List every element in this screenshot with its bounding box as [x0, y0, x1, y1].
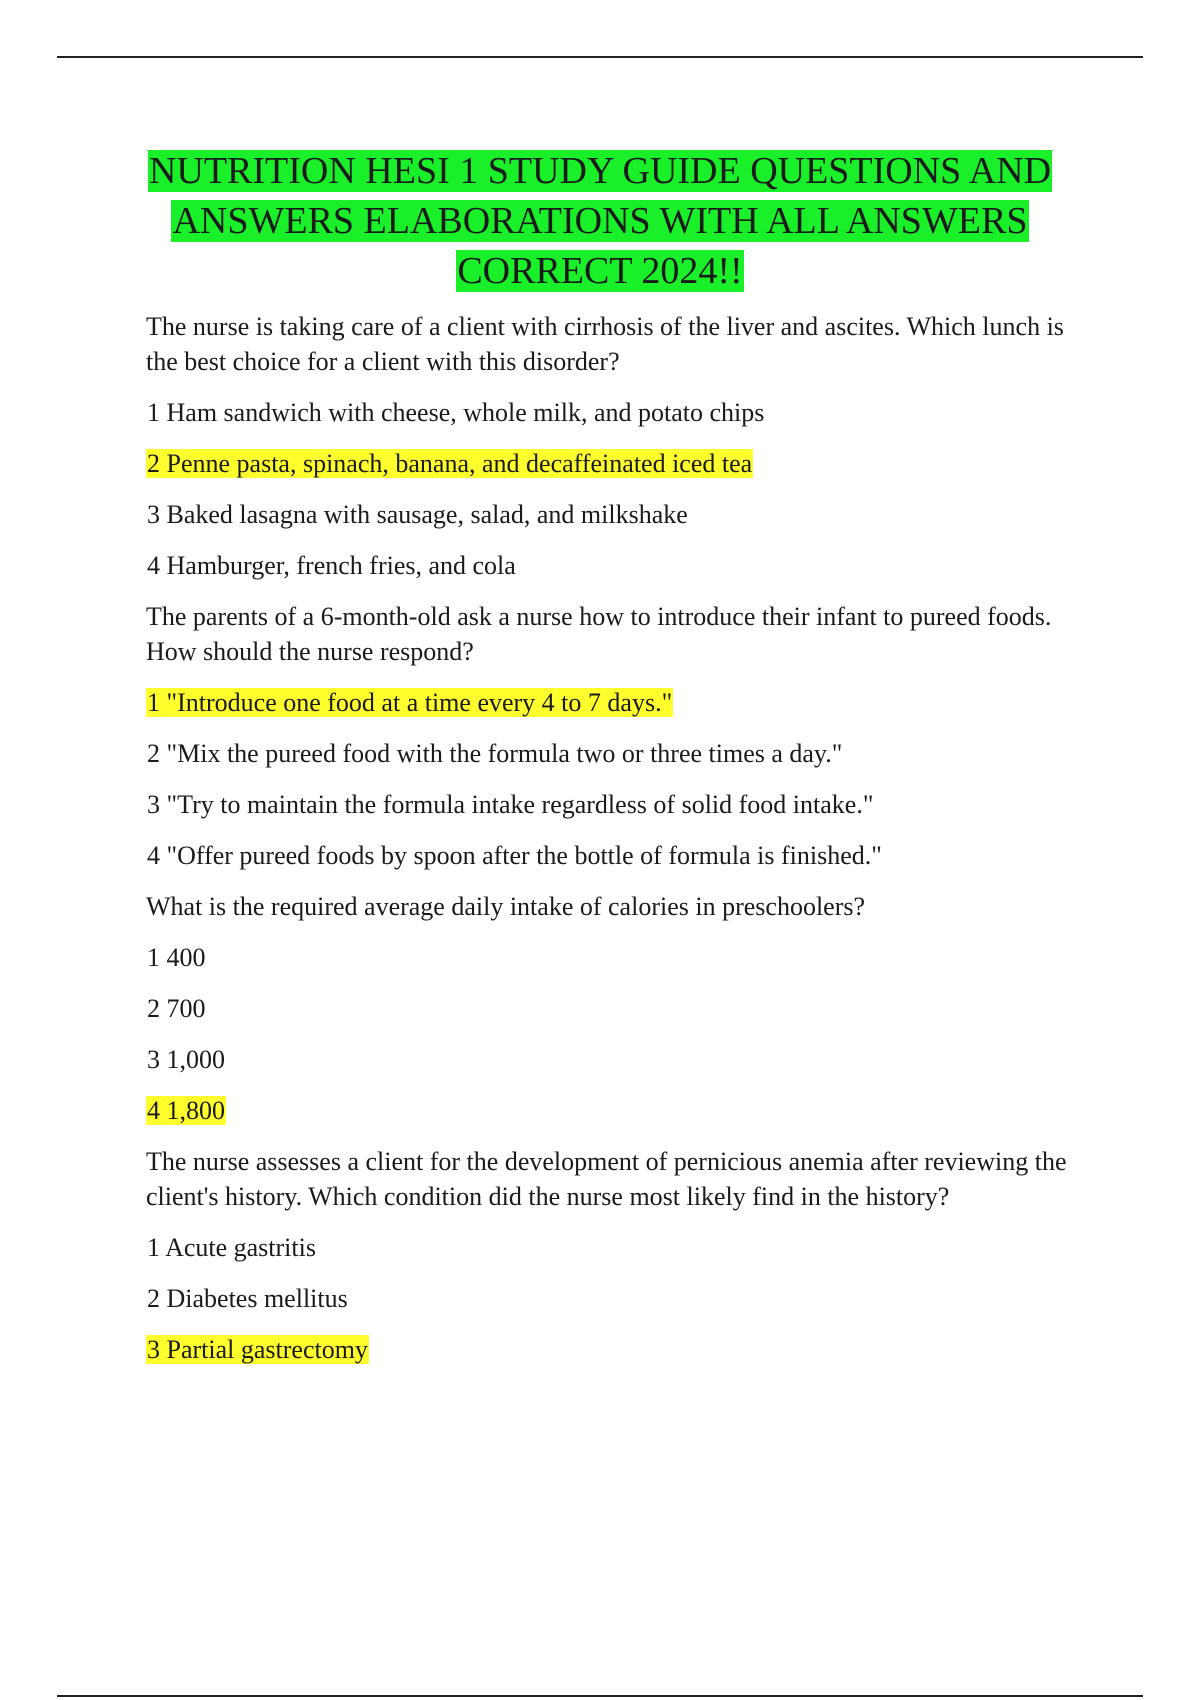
title-text: NUTRITION HESI 1 STUDY GUIDE QUESTIONS AND ANSWERS ELABORATIONS WITH ALL ANSWERS CORRECT 2024!! — [148, 150, 1052, 292]
answer-option — [146, 991, 1096, 1026]
answer-option-text: 3 Baked lasagna with sausage, salad, and milkshake — [147, 500, 688, 529]
answer-option-text: 3 "Try to maintain the formula intake regardless of solid food intake." — [147, 790, 874, 819]
answer-option-text: 4 Hamburger, french fries, and cola — [147, 551, 516, 580]
answer-option-text: 1 400 — [147, 943, 206, 972]
answer-option — [146, 940, 1096, 975]
answer-option-text: 3 1,000 — [147, 1045, 225, 1074]
answer-option-text: 1 "Introduce one food at a time every 4 to 7 days." — [147, 688, 673, 717]
answer-option — [146, 548, 1096, 583]
footer-rule — [57, 1695, 1143, 1697]
answer-option-text: 2 "Mix the pureed food with the formula two or three times a day." — [147, 739, 843, 768]
answer-option-text: 1 Acute gastritis — [147, 1233, 316, 1262]
answer-option — [146, 838, 1096, 873]
question-text: The nurse is taking care of a client with cirrhosis of the liver and ascites. Which lunch is the best choice for a client with this disorder? — [146, 312, 1064, 376]
answer-option-correct — [146, 685, 1096, 720]
answer-option-text: 4 "Offer pureed foods by spoon after the bottle of formula is finished." — [147, 841, 882, 870]
answer-option-text: 2 Penne pasta, spinach, banana, and decaffeinated iced tea — [147, 449, 753, 478]
answer-option — [146, 1281, 1096, 1316]
question-text: The parents of a 6-month-old ask a nurse how to introduce their infant to pureed foods. How should the nurse respond? — [146, 602, 1052, 666]
answer-option — [146, 497, 1096, 532]
answer-option-correct — [146, 1332, 1096, 1367]
answer-option-text: 4 1,800 — [147, 1096, 225, 1125]
question-text: What is the required average daily intake of calories in preschoolers? — [146, 892, 866, 921]
answer-option-text: 2 Diabetes mellitus — [147, 1284, 348, 1313]
answer-option-text: 3 Partial gastrectomy — [147, 1335, 368, 1364]
document-title — [100, 146, 1100, 296]
question-text: The nurse assesses a client for the development of pernicious anemia after reviewing the client's history. Which condition did the nurse most likely find in the history? — [146, 1147, 1067, 1211]
answer-option — [146, 736, 1096, 771]
answer-option-text: 1 Ham sandwich with cheese, whole milk, and potato chips — [147, 398, 765, 427]
answer-option-text: 2 700 — [147, 994, 206, 1023]
answer-option — [146, 1042, 1096, 1077]
answer-option — [146, 395, 1096, 430]
header-rule — [57, 56, 1143, 58]
answer-option — [146, 787, 1096, 822]
question-list — [146, 309, 1096, 1383]
answer-option-correct — [146, 1093, 1096, 1128]
answer-option — [146, 1230, 1096, 1265]
answer-option-correct — [146, 446, 1096, 481]
